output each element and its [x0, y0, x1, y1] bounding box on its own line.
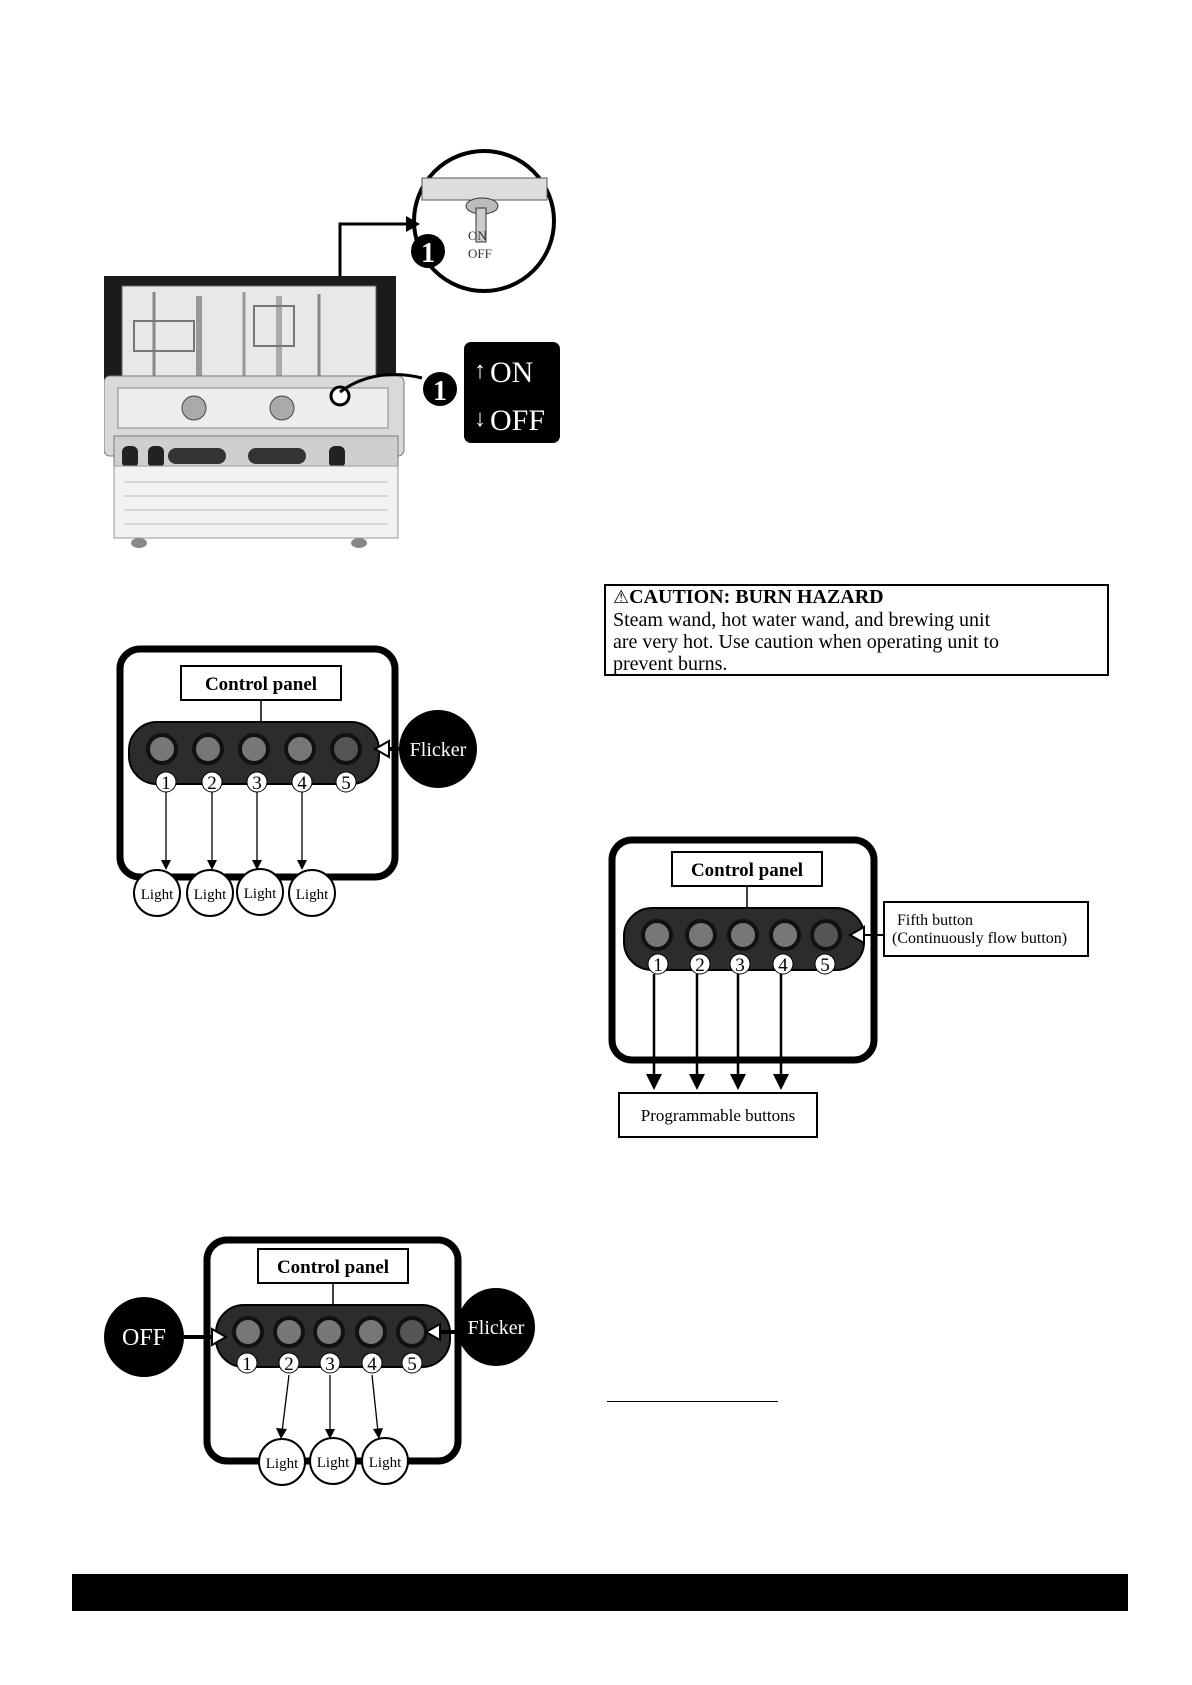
footer-bar	[72, 1574, 1128, 1611]
machine-figure	[104, 146, 576, 556]
light-label: Light	[193, 887, 227, 903]
light-label: Light	[265, 1456, 299, 1472]
programmable-label: Programmable buttons	[640, 1106, 796, 1125]
machine-illustration	[104, 146, 576, 556]
button-number: 4	[367, 1354, 377, 1375]
button-number: 5	[341, 773, 351, 794]
flicker-label: Flicker	[409, 739, 467, 761]
control-panel-figure-2	[604, 836, 1090, 1146]
off-label: OFF	[490, 404, 546, 437]
button-number: 5	[820, 955, 830, 976]
light-label: Light	[243, 886, 277, 902]
button-number: 4	[297, 773, 307, 794]
caution-line: prevent burns.	[613, 653, 728, 675]
off-badge-label: OFF	[121, 1325, 167, 1351]
panel-title: Control panel	[204, 674, 318, 695]
light-label: Light	[140, 887, 174, 903]
fifth-button-label: Fifth button	[897, 912, 974, 929]
button-number: 2	[695, 955, 705, 976]
switch-badge-number: 1	[433, 376, 447, 407]
zoom-off-text: OFF	[468, 246, 492, 261]
blank-underline	[607, 1401, 778, 1402]
light-label: Light	[295, 887, 329, 903]
button-number: 3	[325, 1354, 335, 1375]
svg-text:↓: ↓	[474, 406, 486, 432]
button-number: 1	[161, 773, 171, 794]
control-panel-figure-1	[115, 642, 500, 927]
panel-title: Control panel	[690, 860, 804, 881]
caution-line: are very hot. Use caution when operating unit to	[613, 631, 999, 653]
flicker-label: Flicker	[467, 1317, 525, 1339]
fifth-button-box	[884, 902, 1088, 956]
button-number: 4	[778, 955, 788, 976]
caution-box	[604, 584, 1109, 676]
light-label: Light	[368, 1455, 402, 1471]
button-number: 5	[407, 1354, 417, 1375]
control-panel-figure-3	[86, 1235, 538, 1490]
caution-line: Steam wand, hot water wand, and brewing unit	[613, 609, 991, 631]
fifth-button-desc: (Continuously flow button)	[892, 930, 1068, 947]
zoom-on-text: ON	[468, 228, 487, 243]
button-number: 2	[284, 1354, 294, 1375]
button-number: 3	[735, 955, 745, 976]
panel-title: Control panel	[276, 1257, 390, 1278]
button-number: 3	[252, 773, 262, 794]
switch-callout-number: 1	[421, 238, 435, 269]
svg-text:↑: ↑	[474, 358, 486, 384]
warning-icon: ⚠	[613, 587, 630, 608]
button-number: 2	[207, 773, 217, 794]
on-label: ON	[490, 356, 534, 389]
caution-title: ⚠CAUTION: BURN HAZARD	[613, 586, 884, 608]
button-number: 1	[653, 955, 663, 976]
power-switch	[331, 387, 349, 405]
light-label: Light	[316, 1455, 350, 1471]
button-number: 1	[242, 1354, 252, 1375]
